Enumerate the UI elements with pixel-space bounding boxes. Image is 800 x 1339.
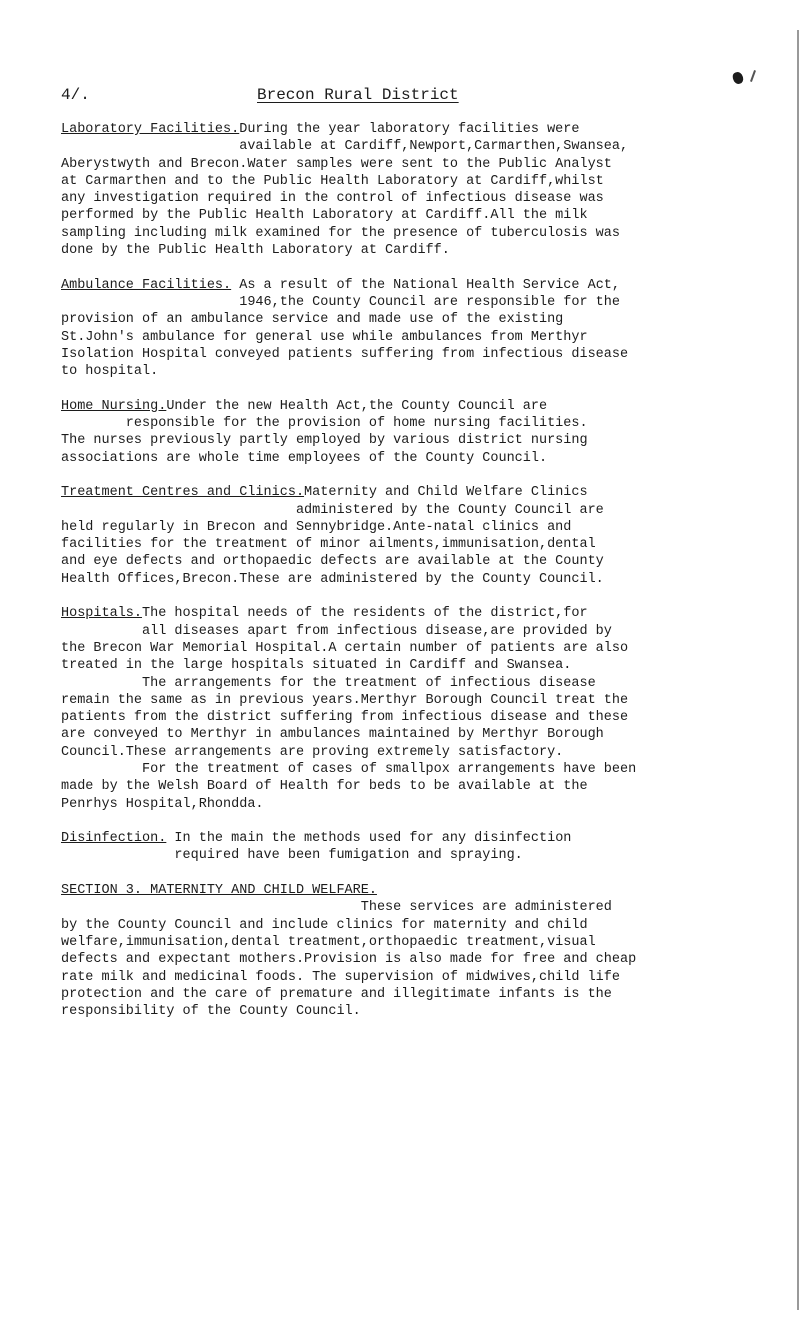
line-text: 1946,the County Council are responsible for the — [61, 294, 620, 310]
section-3 — [61, 484, 793, 588]
line-text: to hospital. — [61, 364, 159, 380]
line-text: treated in the large hospitals situated in Cardiff and Swansea. — [61, 658, 572, 674]
text-line — [61, 986, 793, 1003]
text-line — [61, 294, 793, 311]
text-line — [61, 173, 793, 190]
section-2 — [61, 398, 793, 467]
line-text: In the main the methods used for any disinfection — [166, 831, 572, 847]
text-line — [61, 675, 793, 692]
line-text: provision of an ambulance service and made use of the existing — [61, 312, 564, 328]
line-text: available at Cardiff,Newport,Carmarthen,Swansea, — [61, 139, 629, 155]
text-line — [61, 138, 793, 155]
line-text: required have been fumigation and spraying. — [61, 848, 523, 864]
line-text: Council.These arrangements are proving extremely satisfactory. — [61, 744, 564, 760]
text-line — [61, 761, 793, 778]
line-text: welfare,immunisation,dental treatment,orthopaedic treatment,visual — [61, 934, 596, 950]
page-number: 4/. — [61, 86, 90, 104]
line-text: done by the Public Health Laboratory at Cardiff. — [61, 243, 450, 259]
text-line — [61, 484, 793, 501]
text-line — [61, 553, 793, 570]
line-text: patients from the district suffering from infectious disease and these — [61, 710, 629, 726]
text-line — [61, 363, 793, 380]
text-line — [61, 847, 793, 864]
line-text: The arrangements for the treatment of infectious disease — [61, 675, 596, 691]
text-line — [61, 156, 793, 173]
text-line — [61, 536, 793, 553]
text-line — [61, 121, 793, 138]
body-text — [61, 121, 793, 1038]
section-1 — [61, 277, 793, 381]
line-text: Maternity and Child Welfare Clinics — [304, 485, 588, 501]
line-text: defects and expectant mothers.Provision is also made for free and cheap — [61, 952, 637, 968]
page-edge — [797, 30, 799, 1310]
section-0 — [61, 121, 793, 259]
line-text: any investigation required in the control of infectious disease was — [61, 191, 604, 207]
text-line — [61, 796, 793, 813]
line-text: Health Offices,Brecon.These are administered by the County Council. — [61, 571, 604, 587]
line-text: by the County Council and include clinics for maternity and child — [61, 917, 588, 933]
text-line — [61, 242, 793, 259]
line-text: are conveyed to Merthyr in ambulances maintained by Merthyr Borough — [61, 727, 604, 743]
line-text: administered by the County Council are — [61, 502, 604, 518]
line-text: These services are administered — [61, 900, 612, 916]
text-line — [61, 502, 793, 519]
line-text: at Carmarthen and to the Public Health Laboratory at Cardiff,whilst — [61, 173, 604, 189]
text-line — [61, 934, 793, 951]
line-text: sampling including milk examined for the presence of tuberculosis was — [61, 225, 620, 241]
text-line — [61, 329, 793, 346]
text-line — [61, 882, 793, 899]
section-heading: Laboratory Facilities. — [61, 122, 240, 137]
line-text: protection and the care of premature and illegitimate infants is the — [61, 986, 612, 1002]
text-line — [61, 917, 793, 934]
text-line — [61, 190, 793, 207]
line-text: performed by the Public Health Laboratory at Cardiff.All the milk — [61, 208, 588, 224]
line-text: and eye defects and orthopaedic defects are available at the County — [61, 554, 604, 570]
line-text: The hospital needs of the residents of the district,for — [142, 606, 588, 622]
section-heading: SECTION 3. MATERNITY AND CHILD WELFARE. — [61, 883, 377, 899]
line-text: rate milk and medicinal foods. The supervision of midwives,child life — [61, 969, 620, 985]
text-line — [61, 657, 793, 674]
line-text: As a result of the National Health Service Act, — [231, 277, 621, 293]
text-line — [61, 207, 793, 224]
text-line — [61, 709, 793, 726]
text-line — [61, 899, 793, 916]
text-line — [61, 744, 793, 761]
pencil-mark-icon — [750, 70, 756, 82]
text-line — [61, 519, 793, 536]
line-text: Isolation Hospital conveyed patients suffering from infectious disease — [61, 346, 629, 362]
section-heading: Ambulance Facilities. — [61, 277, 232, 293]
text-line — [61, 605, 793, 622]
text-line — [61, 225, 793, 242]
line-text: facilities for the treatment of minor ailments,immunisation,dental — [61, 537, 596, 553]
text-line — [61, 951, 793, 968]
text-line — [61, 692, 793, 709]
text-line — [61, 415, 793, 432]
text-line — [61, 450, 793, 467]
running-title: Brecon Rural District — [257, 86, 459, 104]
text-line — [61, 640, 793, 657]
text-line — [61, 726, 793, 743]
text-line — [61, 830, 793, 847]
text-line — [61, 1003, 793, 1020]
line-text: made by the Welsh Board of Health for beds to be available at the — [61, 779, 588, 795]
section-heading: Disinfection. — [61, 831, 167, 847]
text-line — [61, 346, 793, 363]
line-text: responsible for the provision of home nursing facilities. — [61, 416, 588, 432]
text-line — [61, 398, 793, 415]
line-text: held regularly in Brecon and Sennybridge.Ante-natal clinics and — [61, 519, 572, 535]
text-line — [61, 311, 793, 328]
line-text: Penrhys Hospital,Rhondda. — [61, 796, 264, 812]
line-text: responsibility of the County Council. — [61, 1004, 361, 1020]
section-heading: Treatment Centres and Clinics. — [61, 485, 305, 501]
section-5 — [61, 830, 793, 865]
section-heading: Hospitals. — [61, 606, 143, 622]
line-text: St.John's ambulance for general use while ambulances from Merthyr — [61, 329, 588, 345]
text-line — [61, 969, 793, 986]
line-text: For the treatment of cases of smallpox arrangements have been — [61, 761, 637, 777]
section-6 — [61, 882, 793, 1020]
text-line — [61, 778, 793, 795]
line-text: Under the new Health Act,the County Council are — [166, 398, 548, 414]
line-text: the Brecon War Memorial Hospital.A certain number of patients are also — [61, 640, 629, 656]
text-line — [61, 571, 793, 588]
line-text: remain the same as in previous years.Merthyr Borough Council treat the — [61, 692, 629, 708]
line-text: The nurses previously partly employed by various district nursing — [61, 433, 588, 449]
text-line — [61, 277, 793, 294]
line-text: associations are whole time employees of the County Council. — [61, 450, 548, 466]
text-line — [61, 432, 793, 449]
section-heading: Home Nursing. — [61, 398, 167, 414]
ink-blot-icon — [732, 71, 745, 85]
line-text: Aberystwyth and Brecon.Water samples were sent to the Public Analyst — [61, 156, 612, 172]
text-line — [61, 623, 793, 640]
line-text: During the year laboratory facilities were — [239, 122, 580, 137]
section-4 — [61, 605, 793, 813]
line-text: all diseases apart from infectious disease,are provided by — [61, 623, 612, 639]
